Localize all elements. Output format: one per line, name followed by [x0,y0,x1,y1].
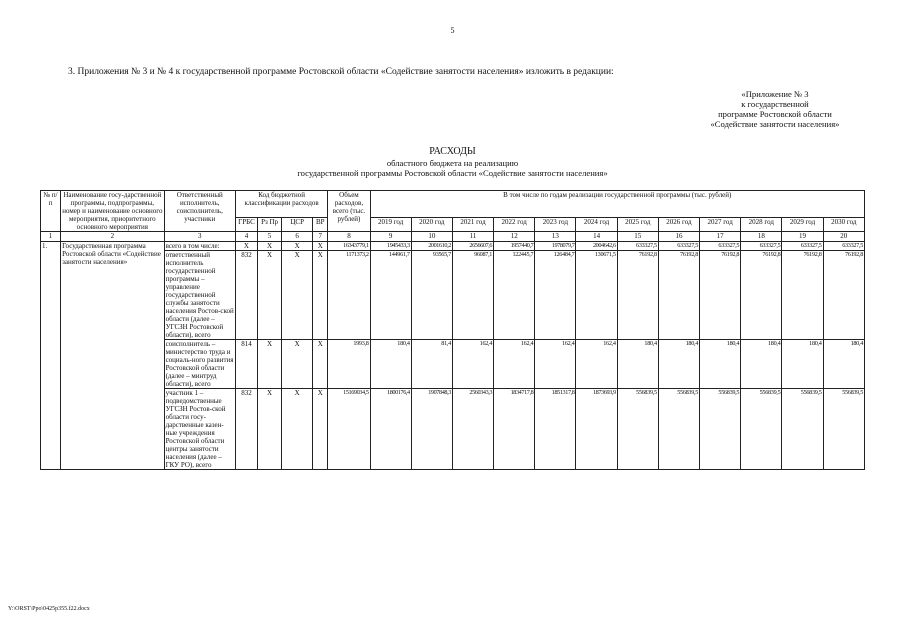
header-num: № п/п [41,191,61,232]
row-vr: Х [313,251,328,340]
appendix-reference [640,89,905,129]
appendix-line: к государственной [741,99,809,109]
row-grbs: 832 [235,389,257,470]
row-year-value: 1957440,7 [494,242,535,251]
row-year-value: 1800176,4 [370,389,411,470]
row-csr: Х [282,389,313,470]
row-year-value: 126484,7 [535,251,576,340]
row-year-value: 180,4 [782,340,823,389]
row-csr: Х [282,251,313,340]
row-executor: всего в том числе: [164,242,235,251]
column-number: 8 [328,232,370,242]
header-executor: Ответственный исполнитель, соисполнитель, участники [164,191,235,232]
row-year-value: 633327,5 [700,242,741,251]
row-year-value: 81,4 [411,340,452,389]
column-number: 17 [700,232,741,242]
row-year-value: 180,4 [617,340,658,389]
header-year: 2021 год [452,217,493,231]
row-year-value: 76192,8 [741,251,782,340]
row-total: 15169034,5 [328,389,370,470]
row-year-value: 1873693,9 [576,389,617,470]
row-total: 16343779,1 [328,242,370,251]
row-year-value: 633327,5 [658,242,699,251]
header-year: 2026 год [658,217,699,231]
row-csr: Х [282,340,313,389]
row-csr: Х [282,242,313,251]
column-number: 2 [61,232,164,242]
row-year-value: 162,4 [535,340,576,389]
row-year-value: 162,4 [452,340,493,389]
row-total: 1993,8 [328,340,370,389]
column-number: 3 [164,232,235,242]
row-year-value: 556839,5 [741,389,782,470]
row-year-value: 633327,5 [823,242,864,251]
column-number: 5 [258,232,282,242]
row-year-value: 144961,7 [370,251,411,340]
row-year-value: 2560343,3 [452,389,493,470]
row-year-value: 1945433,3 [370,242,411,251]
row-vr: Х [313,242,328,251]
row-grbs: 814 [235,340,257,389]
row-year-value: 162,4 [576,340,617,389]
column-number: 4 [235,232,257,242]
header-by-years: В том числе по годам реализации государственной программы (тыс. рублей) [370,191,864,218]
column-number: 7 [313,232,328,242]
column-number: 14 [576,232,617,242]
header-grbs: ГРБС [235,217,257,231]
header-year: 2022 год [494,217,535,231]
row-year-value: 96087,1 [452,251,493,340]
column-number: 13 [535,232,576,242]
header-year: 2023 год [535,217,576,231]
row-year-value: 2656607,6 [452,242,493,251]
row-program-name: Государственная программа Ростовской области «Содействие занятости населения» [61,242,164,470]
row-year-value: 76192,8 [617,251,658,340]
row-year-value: 180,4 [741,340,782,389]
header-year: 2027 год [700,217,741,231]
expenses-table [40,190,865,470]
column-number: 11 [452,232,493,242]
column-number: 9 [370,232,411,242]
title-line: государственной программы Ростовской области «Содействие занятости населения» [297,168,608,178]
row-year-value: 1907848,3 [411,389,452,470]
row-grbs: 832 [235,251,257,340]
row-year-value: 180,4 [370,340,411,389]
row-rzpr: Х [258,242,282,251]
title-line: областного бюджета на реализацию [386,158,519,168]
row-year-value: 633327,5 [782,242,823,251]
row-year-value: 556839,5 [700,389,741,470]
header-total: Объем расходов, всего (тыс. рублей) [328,191,370,232]
header-budget-code: Код бюджетной классификации расходов [235,191,327,218]
row-year-value: 2004642,6 [576,242,617,251]
row-year-value: 556839,5 [823,389,864,470]
column-number: 10 [411,232,452,242]
header-year: 2025 год [617,217,658,231]
row-vr: Х [313,389,328,470]
row-executor: участник 1 – подведомственные УГСЗН Ростов-ской области госу-дарственные казен-ные учреждения Ростовской области центры занятости населения (далее – ГКУ РО), всего [164,389,235,470]
row-year-value: 180,4 [823,340,864,389]
column-number: 1 [41,232,61,242]
column-number-row [41,232,865,242]
appendix-line: «Содействие занятости населения» [710,119,840,129]
row-year-value: 556839,5 [658,389,699,470]
header-year: 2030 год [823,217,864,231]
table-row [41,389,865,470]
header-rzpr: Рз Пр [258,217,282,231]
row-year-value: 556839,5 [782,389,823,470]
row-year-value: 76192,8 [782,251,823,340]
header-year: 2029 год [782,217,823,231]
page-number: 5 [450,26,455,35]
header-year: 2028 год [741,217,782,231]
row-year-value: 633327,5 [741,242,782,251]
column-number: 20 [823,232,864,242]
row-year-value: 633327,5 [617,242,658,251]
row-number: 1. [41,242,61,470]
row-year-value: 76192,8 [823,251,864,340]
column-number: 12 [494,232,535,242]
appendix-line: «Приложение № 3 [741,89,809,99]
document-title [0,146,905,178]
title-main: РАСХОДЫ [429,146,476,157]
appendix-line: программе Ростовской области [718,109,832,119]
row-year-value: 1851317,8 [535,389,576,470]
row-year-value: 76192,8 [700,251,741,340]
column-number: 6 [282,232,313,242]
row-year-value: 76192,8 [658,251,699,340]
header-name: Наименование госу-дарственной программы, подпрограммы, номер и наименование основного мероприятия, приоритетного основного мероприятия [62,191,163,231]
row-rzpr: Х [258,389,282,470]
row-year-value: 130671,5 [576,251,617,340]
column-number: 18 [741,232,782,242]
row-executor: соисполнитель – министерство труда и социаль-ного развития Ростовской области (далее – минтруд области), всего [165,340,234,388]
row-year-value: 2001610,2 [411,242,452,251]
row-year-value: 556839,5 [617,389,658,470]
title-subtitle [0,158,905,178]
table-row [41,251,865,340]
column-number: 19 [782,232,823,242]
header-vr: ВР [313,217,328,231]
header-csr: ЦСР [282,217,313,231]
column-number: 16 [658,232,699,242]
row-year-value: 122445,7 [494,251,535,340]
row-rzpr: Х [258,340,282,389]
row-total: 1171373,2 [328,251,370,340]
table-row [41,340,865,389]
header-year: 2019 год [370,217,411,231]
file-path-footer: Y:\ORST\Ppo\0425p355.f22.docx [8,606,90,612]
row-vr: Х [313,340,328,389]
row-year-value: 180,4 [700,340,741,389]
column-number: 15 [617,232,658,242]
row-grbs: Х [235,242,257,251]
intro-paragraph: 3. Приложения № 3 и № 4 к государственной программе Ростовской области «Содействие занятости населения» изложить в редакции: [68,67,614,77]
row-year-value: 1834717,8 [494,389,535,470]
table-row [41,242,865,251]
row-year-value: 93565,7 [411,251,452,340]
row-executor: ответственный исполнитель государственной программы – управление государственной службы занятости населения Ростов-ской области (далее – УГСЗН Ростовской области), всего [165,251,234,339]
row-year-value: 1978079,7 [535,242,576,251]
header-year: 2020 год [411,217,452,231]
row-rzpr: Х [258,251,282,340]
header-year: 2024 год [576,217,617,231]
row-year-value: 162,4 [494,340,535,389]
row-year-value: 180,4 [658,340,699,389]
